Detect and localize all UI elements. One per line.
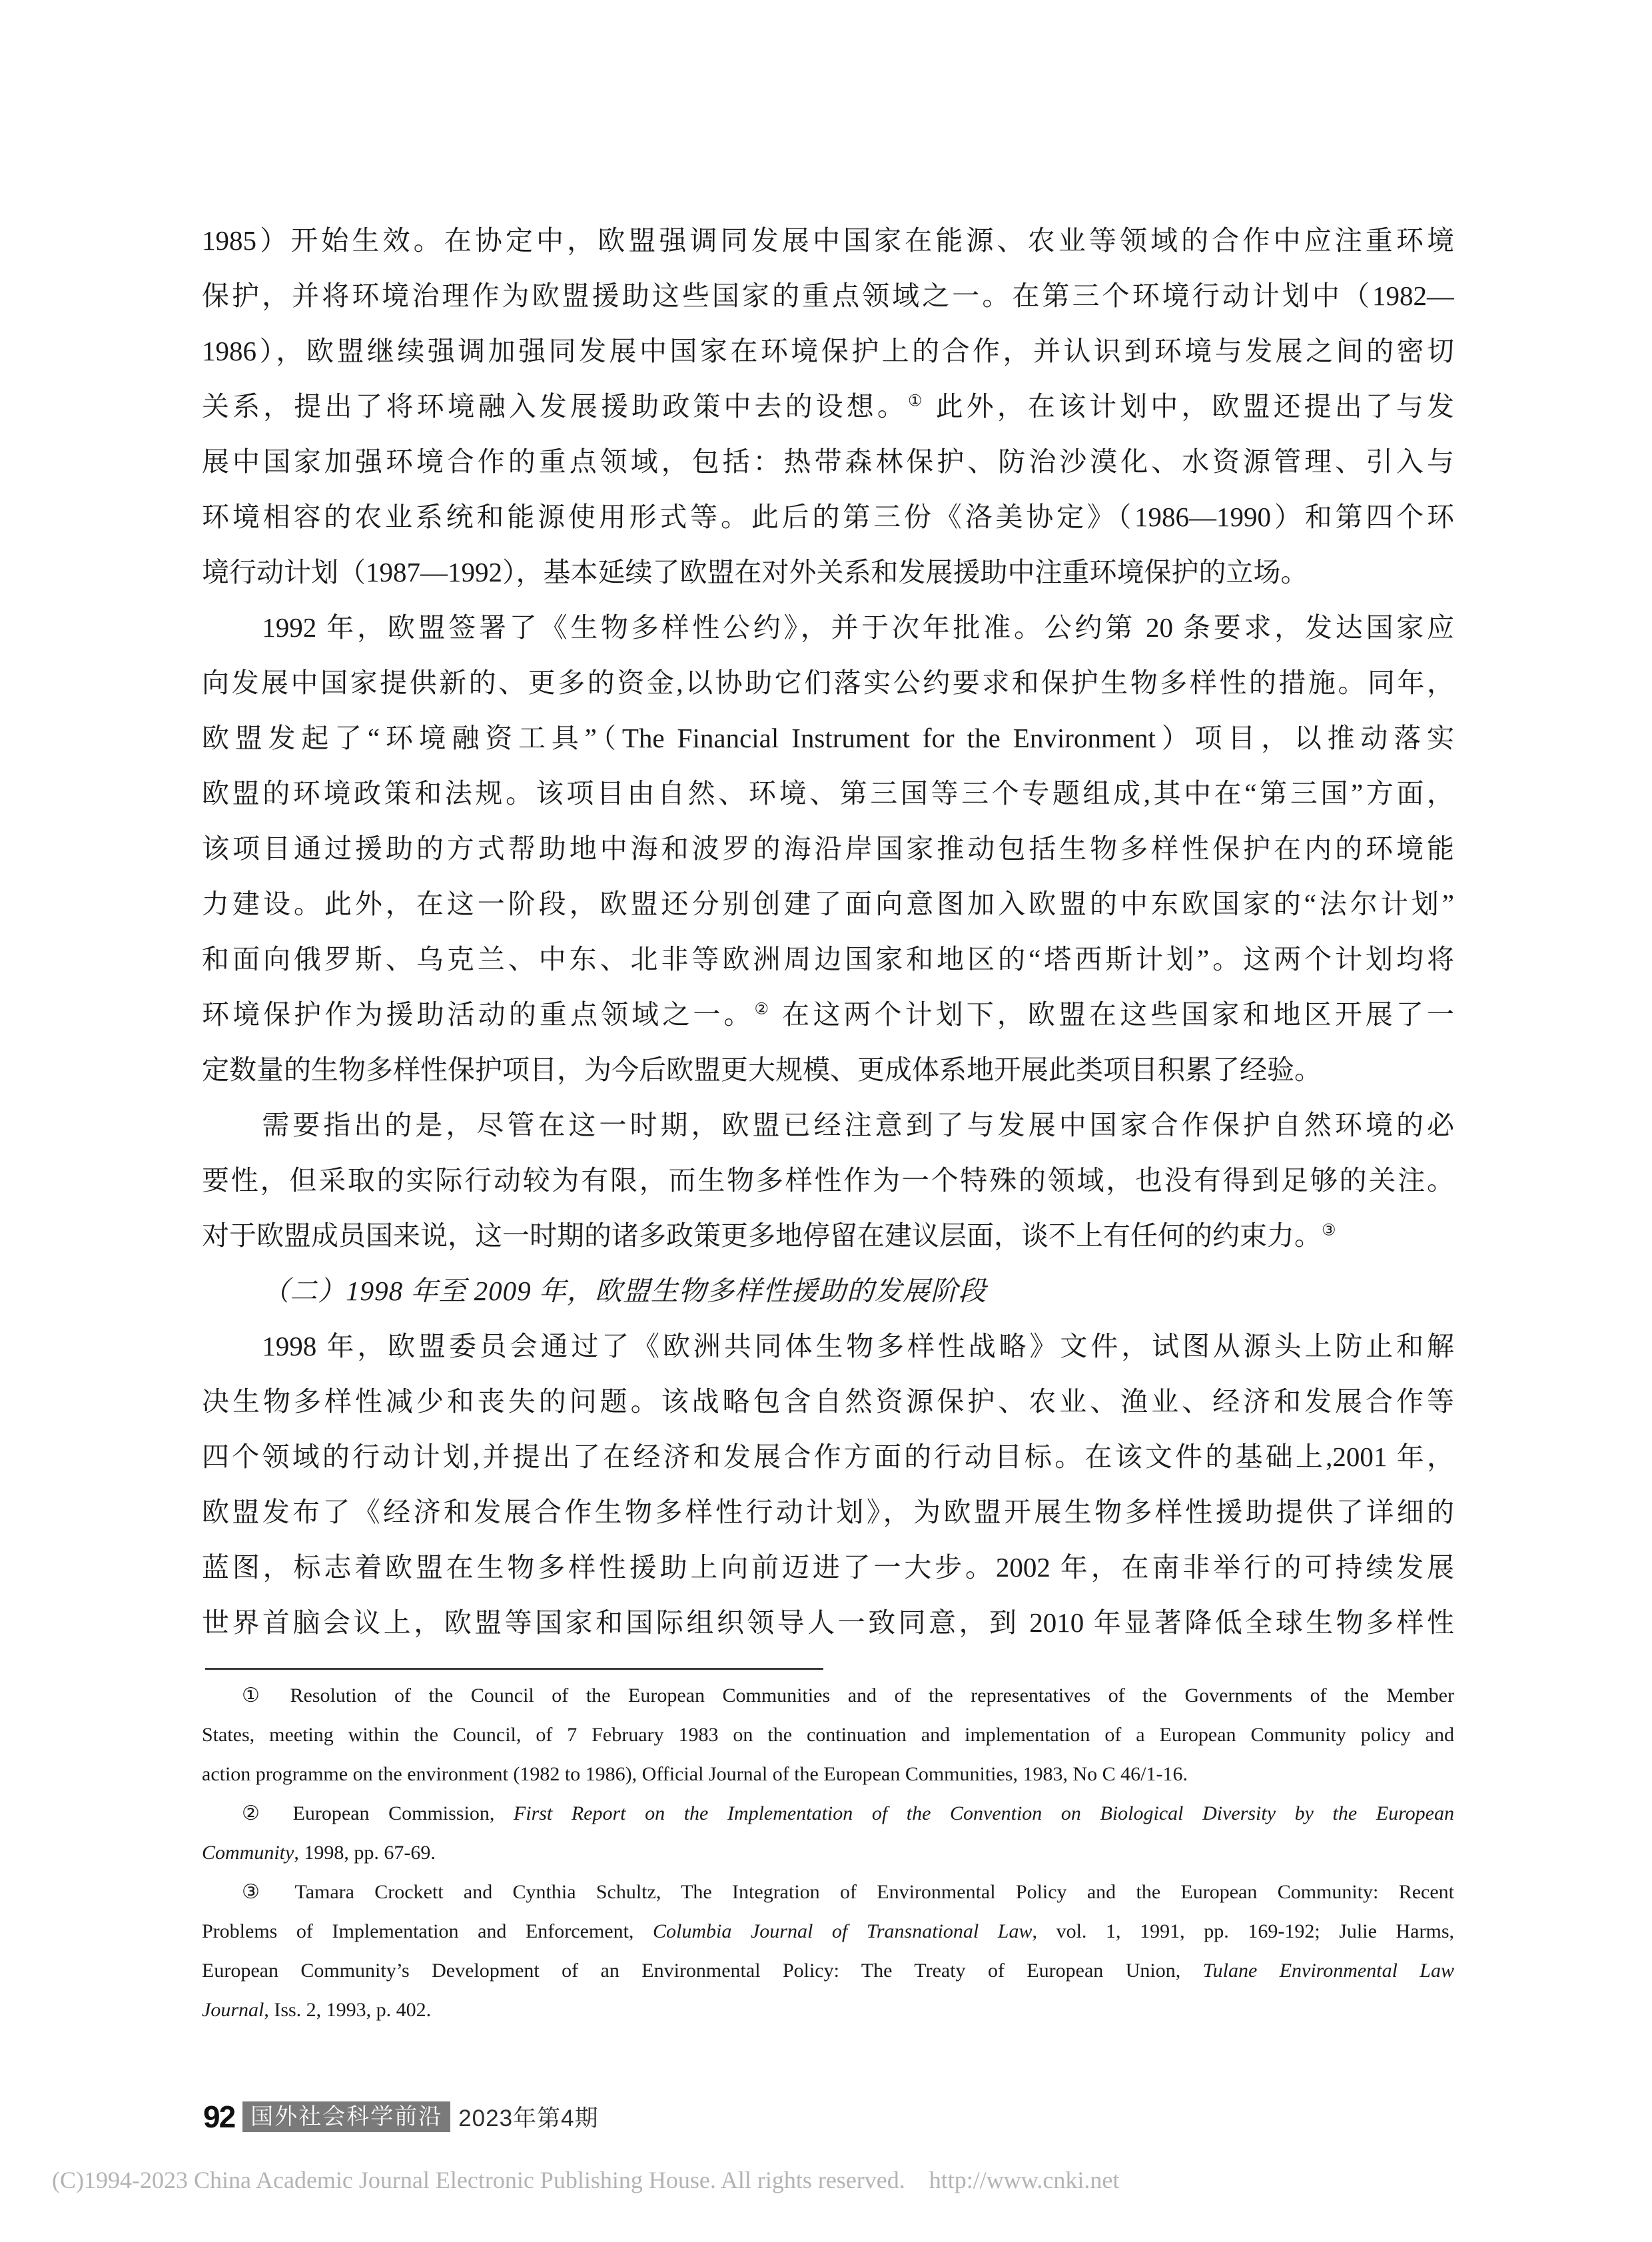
body-line: 境行动计划（1987—1992），基本延续了欧盟在对外关系和发展援助中注重环境保护的立场。: [202, 557, 1308, 587]
copyright-line: (C)1994-2023 China Academic Journal Electronic Publishing House. All rights reserved. http://www.cnki.net: [52, 2167, 1120, 2193]
body-line: 欧盟发起了“环境融资工具”（The Financial Instrument for the Environment）项目，以推动落实: [202, 723, 1454, 753]
body-line: 需要指出的是，尽管在这一时期，欧盟已经注意到了与发展中国家合作保护自然环境的必: [262, 1110, 1454, 1140]
body-line: 环境相容的农业系统和能源使用形式等。此后的第三份《洛美协定》（1986—1990）和第四个环: [202, 502, 1454, 532]
issue-label: 2023年第4期: [458, 2105, 599, 2131]
footnote-line: ② European Commission, First Report on the Implementation of the Convention on Biological Diversity by the European: [242, 1802, 1454, 1824]
body-line: 1985）开始生效。在协定中，欧盟强调同发展中国家在能源、农业等领域的合作中应注重环境: [202, 225, 1454, 256]
journal-name-badge: 国外社会科学前沿: [242, 2101, 450, 2132]
body-line: 展中国家加强环境合作的重点领域，包括：热带森林保护、防治沙漠化、水资源管理、引入与: [202, 446, 1454, 477]
footnote-separator: [205, 1668, 823, 1670]
body-line: 对于欧盟成员国来说，这一时期的诸多政策更多地停留在建议层面，谈不上有任何的约束力。③: [202, 1220, 1336, 1251]
footnote-line: States, meeting within the Council, of 7 February 1983 on the continuation and implementation of a European Community policy and: [202, 1724, 1454, 1746]
body-line: 世界首脑会议上，欧盟等国家和国际组织领导人一致同意，到 2010 年显著降低全球生物多样性: [202, 1607, 1454, 1638]
footnote-reference-marker: ③: [1322, 1222, 1336, 1240]
footnote-line: action programme on the environment (1982 to 1986), Official Journal of the European Communities, 1983, No C 46/1-16.: [202, 1763, 1188, 1785]
body-line: 要性，但采取的实际行动较为有限，而生物多样性作为一个特殊的领域，也没有得到足够的关注。: [202, 1165, 1454, 1196]
body-line: 决生物多样性减少和丧失的问题。该战略包含自然资源保护、农业、渔业、经济和发展合作等: [202, 1386, 1454, 1417]
section-heading: （二）1998 年至 2009 年，欧盟生物多样性援助的发展阶段: [262, 1276, 987, 1306]
body-line: 保护，并将环境治理作为欧盟援助这些国家的重点领域之一。在第三个环境行动计划中（1982—: [202, 280, 1454, 311]
page-footer: [203, 2101, 599, 2133]
body-line: 1998 年，欧盟委员会通过了《欧洲共同体生物多样性战略》文件，试图从源头上防止和解: [262, 1331, 1454, 1361]
body-line: 和面向俄罗斯、乌克兰、中东、北非等欧洲周边国家和地区的“塔西斯计划”。这两个计划均将: [202, 944, 1454, 974]
footnote-line: ③ Tamara Crockett and Cynthia Schultz, The Integration of Environmental Policy and the European Community: Recent: [242, 1881, 1454, 1903]
body-line: 四个领域的行动计划,并提出了在经济和发展合作方面的行动目标。在该文件的基础上,2001 年，: [202, 1441, 1454, 1472]
body-line: 环境保护作为援助活动的重点领域之一。② 在这两个计划下，欧盟在这些国家和地区开展了一: [202, 999, 1454, 1030]
body-line: 该项目通过援助的方式帮助地中海和波罗的海沿岸国家推动包括生物多样性保护在内的环境能: [202, 833, 1454, 864]
footnote-line: Journal, Iss. 2, 1993, p. 402.: [202, 1999, 432, 2021]
footnote-line: ① Resolution of the Council of the European Communities and of the representatives of the Governments of the Member: [242, 1684, 1454, 1706]
body-line: 欧盟发布了《经济和发展合作生物多样性行动计划》，为欧盟开展生物多样性援助提供了详细的: [202, 1497, 1454, 1527]
body-line: 定数量的生物多样性保护项目，为今后欧盟更大规模、更成体系地开展此类项目积累了经验。: [202, 1054, 1322, 1085]
footnote-line: Community, 1998, pp. 67-69.: [202, 1842, 436, 1864]
article-body: [202, 213, 1454, 1651]
body-line: 力建设。此外，在这一阶段，欧盟还分别创建了面向意图加入欧盟的中东欧国家的“法尔计划”: [202, 889, 1454, 919]
footnote-line: European Community’s Development of an Environmental Policy: The Treaty of European Union, Tulane Environmental Law: [202, 1960, 1454, 1982]
body-line: 关系，提出了将环境融入发展援助政策中去的设想。① 此外，在该计划中，欧盟还提出了与发: [202, 391, 1454, 422]
page-number: 92: [203, 2099, 235, 2134]
body-line: 1992 年，欧盟签署了《生物多样性公约》，并于次年批准。公约第 20 条要求，发达国家应: [262, 612, 1454, 643]
footnote-reference-marker: ①: [907, 392, 926, 410]
footnotes: [202, 1676, 1454, 2030]
body-line: 欧盟的环境政策和法规。该项目由自然、环境、第三国等三个专题组成,其中在“第三国”方面，: [202, 778, 1454, 809]
body-line: 蓝图，标志着欧盟在生物多样性援助上向前迈进了一大步。2002 年，在南非举行的可持续发展: [202, 1552, 1454, 1583]
footnote-line: Problems of Implementation and Enforcement, Columbia Journal of Transnational Law, vol. 1, 1991, pp. 169-192; Julie Harms,: [202, 1920, 1454, 1942]
body-line: 向发展中国家提供新的、更多的资金,以协助它们落实公约要求和保护生物多样性的措施。同年，: [202, 667, 1454, 698]
footnote-reference-marker: ②: [754, 1000, 772, 1018]
body-line: 1986），欧盟继续强调加强同发展中国家在环境保护上的合作，并认识到环境与发展之间的密切: [202, 336, 1454, 366]
